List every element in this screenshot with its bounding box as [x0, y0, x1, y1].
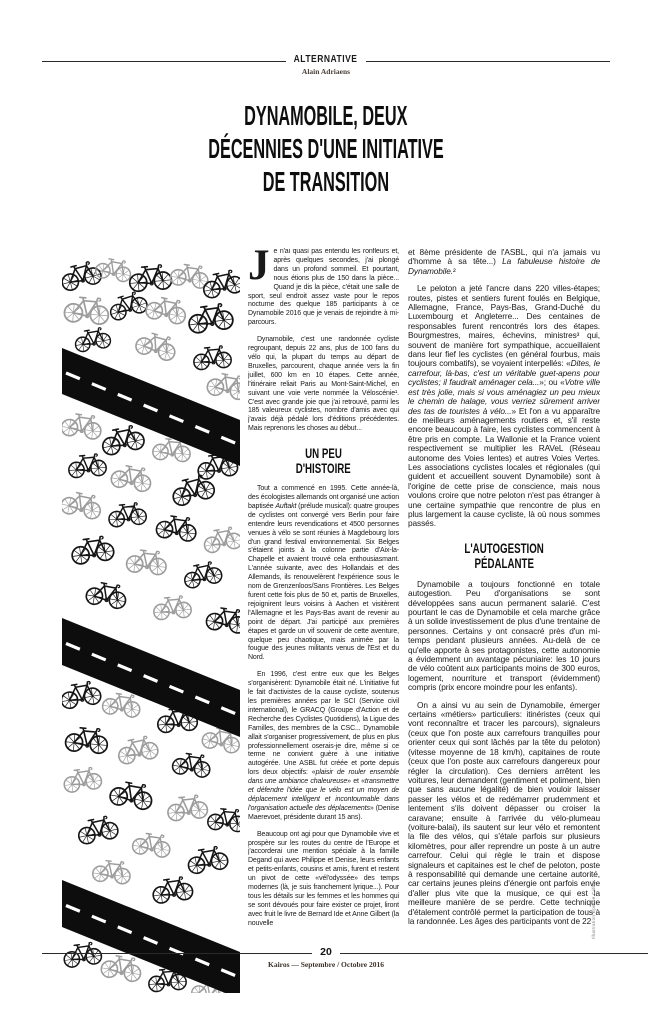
paragraph: Dynamobile a toujours fonctionné en totale autogestion. Peu d'organisations se sont développées sans aucun permanent salarié. C'est pourtant le cas de Dynamobile et cela marche grâce à un solide investissement de plus d'une trentaine de personnes. Certains y ont consacré près d'un mi-temps pendant plusieurs années. Au-delà de ce qu'elle apporte à ses protagonistes, cette autonomie a évidemment un avantage pécuniaire: les 10 jours de vélo coûtent aux participants moins de 300 euros, logement, nourriture et transport (évidemment) compris (prix encore moindre pour les enfants).	[408, 578, 600, 693]
bicycle-drawing	[206, 371, 240, 401]
section-heading: L'AUTOGESTION PÉDALANTE	[464, 540, 544, 571]
paragraph: Dynamobile, c'est une randonnée cycliste regroupant, depuis 22 ans, plus de 100 fans du vélo qui, la plupart du temps au départ de Bruxelles, parcourent, chaque année vers la fin juillet, 600 km en 10 étapes. Cette année, l'itinéraire reliait Paris au Mont-Saint-Michel, en suivant une voie verte nommée la Véloscénie¹. C'est avec grande joie que j'ai retrouvé, parmi les 185 valeureux cyclistes, nombre d'amis avec qui j'avais déjà pédalé lors d'éditions précédentes. Mais reprenons les choses au début...	[248, 336, 399, 433]
bicycle-drawing	[145, 294, 189, 325]
bicycle-drawing	[65, 726, 109, 754]
bicycle-drawing	[205, 606, 240, 634]
bicycle-drawing	[170, 262, 210, 289]
road-band	[62, 880, 240, 993]
bicycle-drawing	[134, 329, 178, 362]
bicycle-drawing	[76, 814, 120, 845]
bicycle-drawing	[62, 680, 102, 710]
bicycle-drawing	[151, 876, 193, 904]
bicycle-drawing	[166, 794, 208, 821]
road-band	[62, 618, 240, 737]
bicycle-drawing	[92, 859, 131, 885]
section-label: ALTERNATIVE	[294, 54, 358, 65]
article-title	[0, 99, 652, 198]
bicycles-illustration-svg	[62, 245, 240, 993]
bicycle-drawing	[187, 302, 234, 334]
bicycle-drawing	[100, 424, 146, 457]
bicycle-drawing	[182, 560, 223, 589]
paragraph: On a ainsi vu au sein de Dynamobile, émerger certains «métiers» particuliers: itinéristes (ceux qui vont reconnaître et tracer les parcours), signaleurs (ceux que l'on poste aux carrefours tranquilles pour orienter ceux qui sont lâchés par la tête du peloton) (vitesse moyenne de 18 km/h), capitaines de route (ceux que l'on poste aux carrefours dangereux pour régler la circulation). Ces derniers arrêtent les voitures, leur demandent (gentiment et poliment, bien que sans aucune légalité) de bien vouloir laisser passer les vélos et de redémarrer prudemment et lentement s'ils doivent dépasser ou croiser la caravane; ensuite à l'arrivée du vélo-plumeau (voiture-balai), ils sautent sur leur vélo et remontent la file des vélos, qui s'étale parfois sur plusieurs kilomètres, pour aller reprendre un poste à un autre carrefour. Celui qui règle le train et dispose signaleurs et capitaines est le chef de peloton, poste à responsabilité qui demande une certaine autorité, car certains jeunes pleins d'énergie ont parfois envie d'aller plus vite que la musique, ce qui est la meilleure manière de se perdre. Cette technique d'étalement contrôlé permet la participation de tous à la randonnée. Les âges des participants vont de 22	[408, 699, 600, 926]
text-column-right	[408, 248, 600, 940]
bicycle-drawing	[153, 595, 192, 620]
bicycle-drawing	[132, 831, 172, 858]
bicycle-drawing	[126, 548, 168, 575]
bicycle-drawing	[108, 502, 147, 528]
bicycle-drawing	[172, 751, 212, 778]
bicycle-drawing	[107, 289, 149, 321]
page-number: 20	[320, 946, 332, 958]
bicycle-drawing	[73, 326, 111, 352]
title-line-1: DYNAMOBILE, DEUX	[244, 100, 408, 131]
bicycle-drawing	[68, 453, 107, 478]
road-band	[62, 348, 240, 466]
bicycle-drawing	[116, 734, 160, 765]
journal-issue-line: Kairos — Septembre / Octobre 2016	[267, 960, 385, 969]
bicycle-drawing	[109, 779, 154, 810]
bicycle-drawing	[85, 580, 128, 610]
bicycle-drawing	[62, 412, 103, 440]
bicycle-drawing	[62, 489, 103, 520]
bicycle-drawing	[193, 345, 232, 370]
bicycle-drawing	[207, 807, 240, 832]
paragraph: Je n'ai quasi pas entendu les ronfleurs et, après quelques secondes, j'ai plongé dans un profond sommeil. Et pourtant, nous étions plus de 150 dans la pièce... Quand je dis la pièce, c'était une salle de sport, seul endroit assez vaste pour le repos nocturne des quelque 185 participants à ce Dynamobile 2016 que je venais de rejoindre à mi-parcours.	[248, 248, 399, 327]
illustration-credit: Illustration Eperne Cidley	[592, 880, 597, 939]
bicycle-drawing	[186, 845, 229, 875]
bicycle-drawing	[128, 264, 172, 292]
title-line-2: DÉCENNIES D'UNE INITIATIVE	[208, 133, 444, 164]
bicycles-illustration	[62, 245, 240, 993]
author-byline: Alain Adriaens	[301, 67, 351, 76]
paragraph: En 1996, c'est entre eux que les Belges s'organisèrent: Dynamobile était né. L'initiative fut le fait d'activistes de la cause cycliste, soutenus les premières années par le SCI (Service civil international), le GRACQ (Groupe d'Action et de Recherche des Cyclistes Quotidiens), la Ligue des Familles, des membres de la CSC... Dynamobile allait s'organiser progressivement, de plus en plus professionnellement oserais-je dire, même si ce terme ne convient guère à une initiative autogérée. Une ASBL fut créée et porte depuis lors deux objectifs: «plaisir de rouler ensemble dans une ambiance chaleureuse» et «transmettre et défendre l'idée que le vélo est un moyen de déplacement intelligent et incontournable dans l'organisation actuelle des déplacements» (Denise Maerevoet, présidente durant 15 ans).	[248, 671, 399, 821]
bicycle-drawing	[70, 535, 115, 565]
text-column-left	[248, 248, 399, 940]
bicycle-drawing	[201, 268, 240, 299]
bicycle-drawing	[155, 514, 197, 542]
bicycle-drawing	[64, 295, 110, 324]
paragraph: Tout a commencé en 1995. Cette année-là, des écologistes allemands ont organisé une action baptisée Auftakt (prélude musical): quatre groupes de cyclistes ont convergé vers Berlin pour faire entendre leurs revendications et 4500 personnes venues à vélo se sont réunies à Magdebourg lors d'un grand festival environnemental. Six Belges s'étaient joints à la colonne partie d'Aix-la-Chapelle et avaient trouvé cela enthousiasmant. L'année suivante, avec des Hollandais et des Allemands, ils renouvelèrent l'expérience sous le nom de Grenzenloos/Sans Frontières. Les Belges furent cette fois plus de 50 et, partis de Bruxelles, rejoignirent leurs voisins à Aachen et visitèrent l'Allemagne et les Pays-Bas avant de revenir au point de départ. J'ai participé aux premières étapes et garde un vif souvenir de cette aventure, quelque peu chaotique, mais animée par la fougue des jeunes militants venus de l'Est et du Nord.	[248, 485, 399, 662]
bicycle-drawing	[102, 691, 142, 718]
bicycle-drawing	[62, 766, 102, 793]
paragraph: Le peloton a jeté l'ancre dans 220 villes-étapes; routes, pistes et sentiers furent foulés en Belgique, Allemagne, France, Pays-Bas, Grand-Duché du Luxembourg et Angleterre... Des centaines de responsables furent rencontrés lors des étapes. Bourgmestres, maires, échevins, ministres³ qui, souvent de manière fort sympathique, accueillaient dans leur fief les cyclistes (en général fourbus, mais toujours combatifs), se voyaient interpellés: «Dites, le carrefour, là-bas, c'est un véritable guet-apens pour cyclistes; il faudrait aménager cela...»; ou «Votre ville est très jolie, mais si vous aménagiez un peu mieux le chemin de halage, vous verriez sûrement arriver des tas de touristes à vélo...» Et l'on a vu apparaître de meilleurs aménagements routiers et, s'il reste encore beaucoup à faire, les cyclistes commencent à être pris en compte. La Wallonie et la France voient respectivement se multiplier les RAVeL (Réseau autonome des Voies lentes) et autres Voies Vertes. Les associations cyclistes locales et régionales (qui guident et accueillent souvent Dynamobile) sont à l'origine de cette prise de conscience, mais nous voulons croire que notre peloton n'est pas étranger à une certaine sympathie que rencontre de plus en plus largement la cause cycliste, là où nous sommes passés.	[408, 283, 600, 529]
section-heading: UN PEU D'HISTOIRE	[295, 446, 352, 477]
bicycle-drawing	[110, 463, 153, 493]
title-line-3: DE TRANSITION	[262, 166, 390, 197]
paragraph: et 8ème présidente de l'ASBL, qui n'a jamais vu d'homme à sa tête...) La fabuleuse histoire de Dynamobile.²	[408, 248, 600, 276]
drop-cap: J	[248, 248, 270, 289]
bicycle-drawing	[202, 526, 240, 554]
paragraph: Beaucoup ont agi pour que Dynamobile vive et prospère sur les routes du centre de l'Europe et j'accorderai une mention spéciale à la famille Degand qui avec Philippe et Denise, leurs enfants et petits-enfants, cousins et amis, furent et restent un pivot de cette «vél'odyssée» des temps modernes (là, je suis franchement lyrique...). Pour tous les détails sur les femmes et les hommes qui se sont dévoués pour faire exister ce projet, liront avec fruit le livre de Bernard Ide et Anne Gilbert (la nouvelle	[248, 830, 399, 927]
